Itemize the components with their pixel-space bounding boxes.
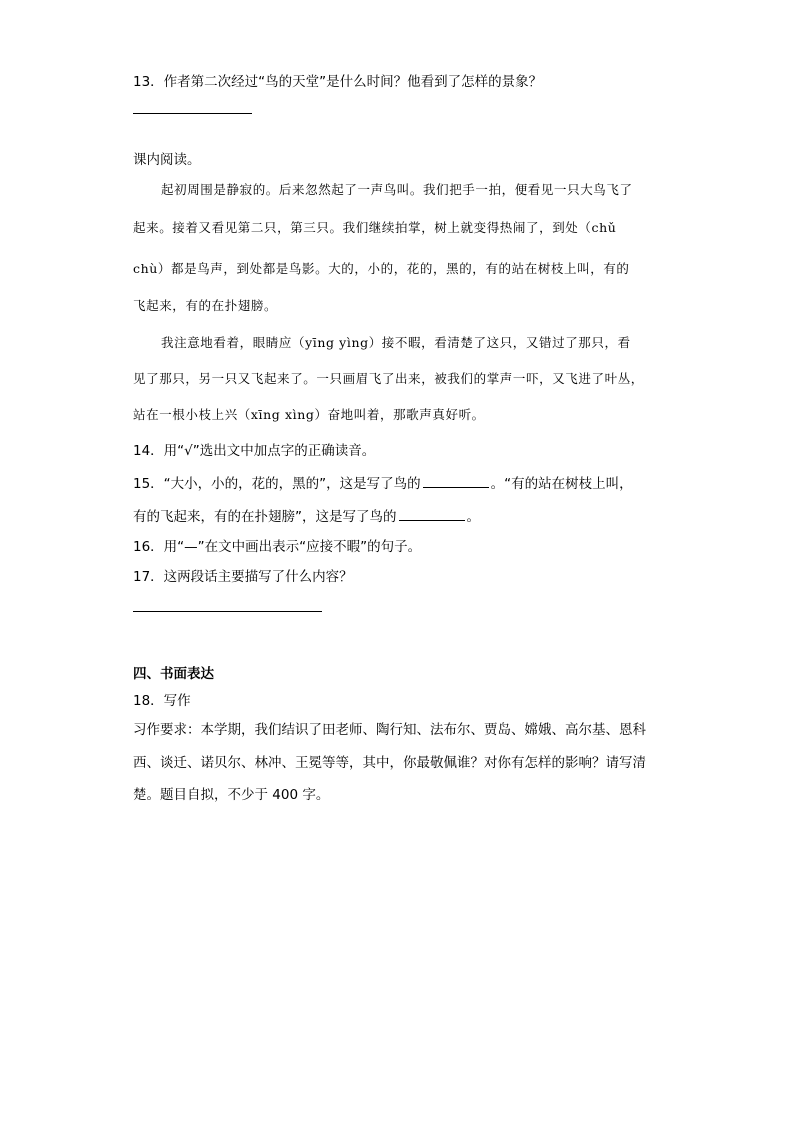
question-15-text: 15．“大小，小的，花的，黑的”，这是写了鸟的	[133, 476, 421, 492]
question-17: 17．这两段话主要描写了什么内容？	[133, 569, 353, 585]
passage-line: 起初周围是静寂的。后来忽然起了一声鸟叫。我们把手一拍，便看见一只大鸟飞了	[161, 182, 633, 197]
question-18: 18．写作	[133, 693, 191, 709]
question-16: 16．用“—”在文中画出表示“应接不暇”的句子。	[133, 539, 422, 555]
passage-line: 站在一根小枝上兴（xīng xìng）奋地叫着，那歌声真好听。	[133, 407, 485, 422]
question-15-text: 。“有的站在树枝上叫，	[490, 476, 633, 492]
passage-line: 我注意地看着，眼睛应（yīng yìng）接不暇，看清楚了这只，又错过了那只，看	[161, 335, 631, 350]
passage-line: 见了那只，另一只又飞起来了。一只画眉飞了出来，被我们的掌声一吓，又飞进了叶丛，	[133, 371, 644, 386]
answer-line-13	[133, 113, 252, 114]
answer-line-17	[133, 611, 322, 612]
question-15-line-2	[133, 506, 480, 527]
question-14: 14．用“√”选出文中加点字的正确读音。	[133, 443, 376, 459]
essay-requirement: 习作要求：本学期，我们结识了田老师、陶行知、法布尔、贾岛、嫦娥、高尔基、恩科	[133, 722, 646, 738]
question-15-text: 有的飞起来，有的在扑翅膀”，这是写了鸟的	[133, 509, 397, 525]
answer-blank[interactable]	[399, 506, 465, 521]
answer-blank[interactable]	[423, 473, 489, 488]
section-heading: 四、书面表达	[133, 666, 214, 682]
passage-line: chù）都是鸟声，到处都是鸟影。大的，小的，花的，黑的，有的站在树枝上叫，有的	[133, 261, 630, 276]
reading-heading: 课内阅读。	[133, 152, 201, 168]
essay-requirement: 楚。题目自拟，不少于 400 字。	[133, 787, 330, 803]
question-15-text: 。	[466, 509, 480, 525]
question-15-line-1	[133, 473, 633, 494]
passage-line: 起来。接着又看见第二只，第三只。我们继续拍掌，树上就变得热闹了，到处（chǔ	[133, 220, 617, 235]
question-13: 13．作者第二次经过“鸟的天堂”是什么时间？他看到了怎样的景象？	[133, 74, 543, 90]
passage-line: 飞起来，有的在扑翅膀。	[133, 298, 278, 313]
essay-requirement: 西、谈迁、诺贝尔、林冲、王冕等等，其中，你最敬佩谁？对你有怎样的影响？请写清	[133, 755, 646, 771]
